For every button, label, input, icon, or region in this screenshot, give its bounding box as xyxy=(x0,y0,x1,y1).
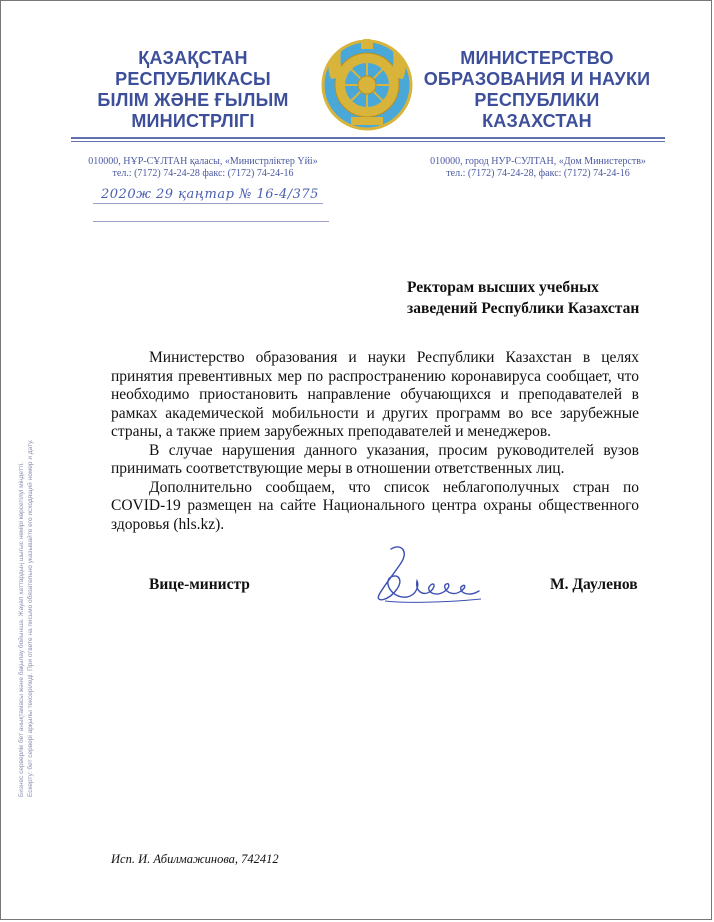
address-ru-line1: 010000, город НУР-СУЛТАН, «Дом Министерств» xyxy=(430,156,646,167)
signatory-title: Вице-министр xyxy=(149,576,250,593)
addressee-line2: заведений Республики Казахстан xyxy=(407,300,640,317)
header-kz-line: РЕСПУБЛИКАСЫ xyxy=(115,69,271,89)
header-divider xyxy=(71,137,665,139)
margin-note-line1: Бизнес серверлік бет анықтамасы және бақылау бойынша. Жауап хаттардың шығыс нөмірі көрсетілуі міндетті. xyxy=(18,461,25,797)
body-paragraph-1: Министерство образования и науки Республики Казахстан в целях принятия превентивных мер по распространению коронавируса сообщает, что необходимо приостановить направление обучающихся и преподавателей в рамках академической мобильности и других программ во все зарубежные страны, а также прием зарубежных преподавателей и менеджеров. xyxy=(111,349,639,440)
address-kazakh xyxy=(75,156,331,180)
header-kz-line: МИНИСТРЛІГІ xyxy=(131,111,255,131)
handwritten-signature xyxy=(361,541,491,611)
registration-number: 2020ж 29 қаңтар № 16-4/375 xyxy=(101,187,319,202)
header-kz-line: ҚАЗАҚСТАН xyxy=(138,48,248,68)
registration-line xyxy=(93,203,323,204)
registration-line-2 xyxy=(93,221,329,222)
header-ru-line: КАЗАХСТАН xyxy=(482,111,592,131)
header-kz-line: БІЛІМ ЖӘНЕ ҒЫЛЫМ xyxy=(97,90,289,110)
body-paragraph-2: В случае нарушения данного указания, просим руководителей вузов принимать соответствующие меры в отношении ответственных лиц. xyxy=(111,441,639,477)
signatory-name: М. Дауленов xyxy=(550,576,638,593)
address-kz-line2: тел.: (7172) 74-24-28 факс: (7172) 74-24-16 xyxy=(112,168,294,179)
address-kz-line1: 010000, НҰР-СҰЛТАН қаласы, «Министрліктер Үйі» xyxy=(88,156,318,167)
header-divider-thin xyxy=(71,141,665,142)
header-ru-line: МИНИСТЕРСТВО xyxy=(460,48,614,68)
header-kazakh xyxy=(83,48,303,132)
header-russian xyxy=(421,48,653,132)
address-russian xyxy=(413,156,663,180)
header-ru-line: РЕСПУБЛИКИ xyxy=(474,90,600,110)
address-ru-line2: тел.: (7172) 74-24-28, факс: (7172) 74-24-16 xyxy=(446,168,630,179)
state-emblem-icon xyxy=(321,39,413,131)
executor-note: Исп. И. Абилмажинова, 742412 xyxy=(111,852,279,866)
margin-note-line2: Ескерту: бет сервері арқылы тексеріледі. При ответе на письмо обязательно указывайте его исходящий номер и дату. xyxy=(27,439,34,797)
header-ru-line: ОБРАЗОВАНИЯ И НАУКИ xyxy=(423,69,651,89)
margin-note xyxy=(17,357,55,797)
body-paragraph-3: Дополнительно сообщаем, что список неблагополучных стран по COVID-19 размещен на сайте Национального центра охраны общественного здоровья (hls.kz). xyxy=(111,478,639,533)
letter-body xyxy=(111,349,639,534)
addressee xyxy=(407,277,639,319)
addressee-line1: Ректорам высших учебных xyxy=(407,279,599,296)
